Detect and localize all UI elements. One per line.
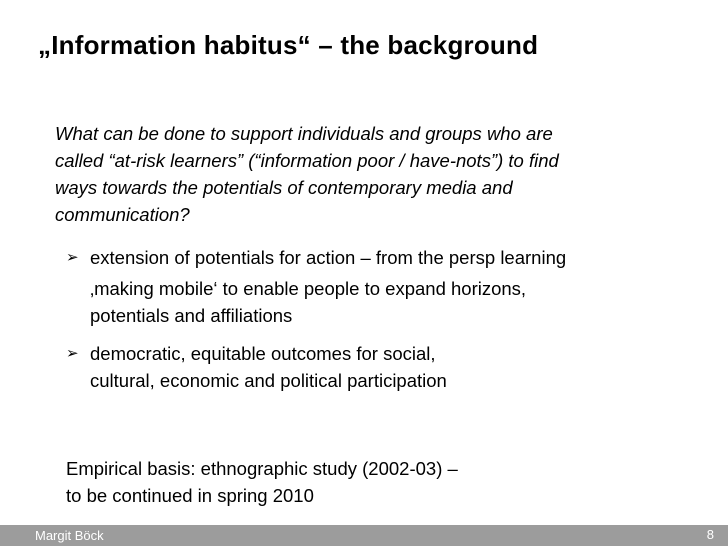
question-line: What can be done to support individuals and groups who are	[55, 123, 553, 144]
bullet-line: ‚making mobile‘ to enable people to expand horizons,	[90, 278, 527, 299]
arrow-bullet-icon: ➢	[66, 249, 79, 266]
arrow-bullet-icon: ➢	[66, 345, 79, 362]
empirical-line: to be continued in spring 2010	[66, 485, 314, 506]
question-line: communication?	[55, 204, 190, 225]
question-line: ways towards the potentials of contemporary media and	[55, 177, 513, 198]
bullet-line: cultural, economic and political participation	[90, 370, 447, 391]
footer-bar	[0, 525, 728, 546]
bullet-text	[90, 340, 447, 394]
slide-title: „Information habitus“ – the background	[38, 30, 539, 60]
bullet-text	[90, 244, 566, 329]
bullet-line: democratic, equitable outcomes for social,	[90, 343, 436, 364]
bullet-line: extension of potentials for action – from the persp learning	[90, 247, 567, 268]
research-question	[55, 120, 675, 228]
empirical-line: Empirical basis: ethnographic study (2002-03) –	[66, 458, 458, 479]
question-line: called “at-risk learners” (“information poor / have-nots”) to find	[55, 150, 559, 171]
footer-author: Margit Böck	[35, 528, 104, 543]
page-number: 8	[706, 527, 714, 542]
bullet-line: potentials and affiliations	[90, 305, 293, 326]
empirical-basis	[66, 455, 458, 509]
